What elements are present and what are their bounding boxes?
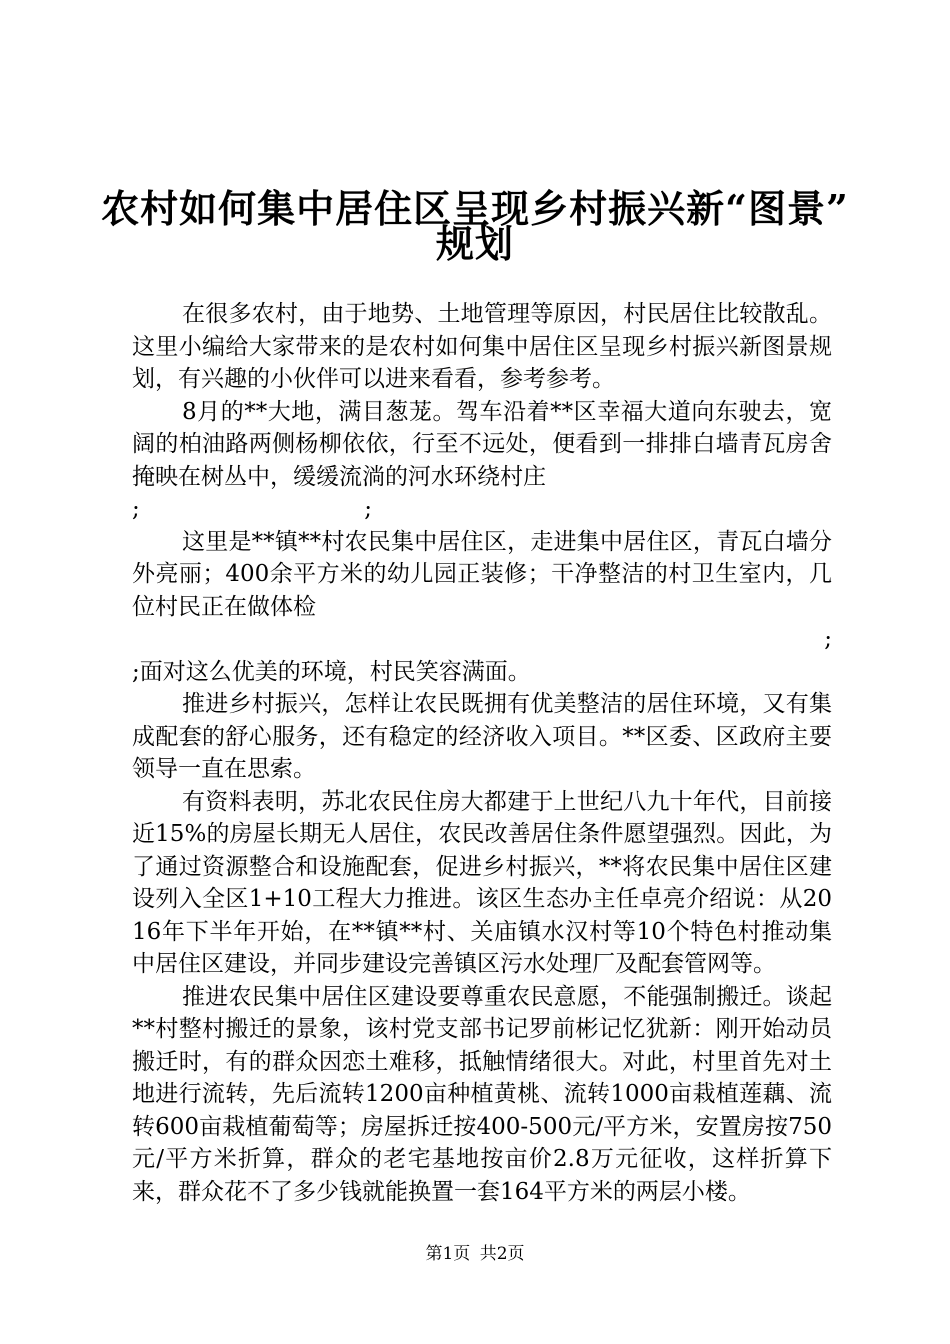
paragraph-3: 这里是**镇**村农民集中居住区，走进集中居住区，青瓦白墙分外亮丽；400余平方米的幼儿园正装修；干净整洁的村卫生室内，几位村民正在做体检 [132, 528, 832, 620]
paragraph-3-trailing-mark [132, 623, 832, 656]
paragraph-1: 在很多农村，由于地势、土地管理等原因，村民居住比较散乱。这里小编给大家带来的是农村如何集中居住区呈现乡村振兴新图景规划，有兴趣的小伙伴可以进来看看，参考参考。 [132, 301, 832, 392]
paragraph-4: 推进乡村振兴，怎样让农民既拥有优美整洁的居住环境，又有集成配套的舒心服务，还有稳定的经济收入项目。**区委、区政府主要领导一直在思索。 [132, 691, 832, 782]
stray-mark: ; [824, 626, 832, 652]
page-footer [0, 1243, 950, 1265]
document-title-line2: 规划 [435, 221, 514, 266]
paragraph-3-continuation: ;面对这么优美的环境，村民笑容满面。 [132, 658, 531, 685]
document-body [132, 298, 832, 1208]
paragraph-2-trailing-marks [132, 493, 372, 526]
document-title-line1: 农村如何集中居住区呈现乡村振兴新“图景” [101, 186, 849, 231]
page-total: 共2页 [479, 1244, 525, 1264]
paragraph-5: 有资料表明，苏北农民住房大都建于上世纪八九十年代，目前接近15%的房屋长期无人居住，农民改善居住条件愿望强烈。因此，为了通过资源整合和设施配套，促进乡村振兴，**将农民集中居住区建设列入全区1+10工程大力推进。该区生态办主任卓亮介绍说：从2016年下半年开始，在**镇**村、关庙镇水汉村等10个特色村推动集中居住区建设，并同步建设完善镇区污水处理厂及配套管网等。 [132, 788, 832, 977]
paragraph-6: 推进农民集中居住区建设要尊重农民意愿，不能强制搬迁。谈起**村整村搬迁的景象，该村党支部书记罗前彬记忆犹新：刚开始动员搬迁时，有的群众因恋土难移，抵触情绪很大。对此，村里首先对土地进行流转，先后流转1200亩种植黄桃、流转1000亩栽植莲藕、流转600亩栽植葡萄等；房屋拆迁按400-500元/平方米，安置房按750元/平方米折算，群众的老宅基地按亩价2.8万元征收，这样折算下来，群众花不了多少钱就能换置一套164平方米的两层小楼。 [132, 983, 832, 1205]
page-number: 第1页 [425, 1244, 471, 1264]
stray-mark: ; [132, 496, 140, 522]
stray-mark: ; [364, 496, 372, 522]
paragraph-2: 8月的**大地，满目葱茏。驾车沿着**区幸福大道向东驶去，宽阔的柏油路两侧杨柳依依，行至不远处，便看到一排排白墙青瓦房舍掩映在树丛中，缓缓流淌的河水环绕村庄 [132, 398, 832, 490]
